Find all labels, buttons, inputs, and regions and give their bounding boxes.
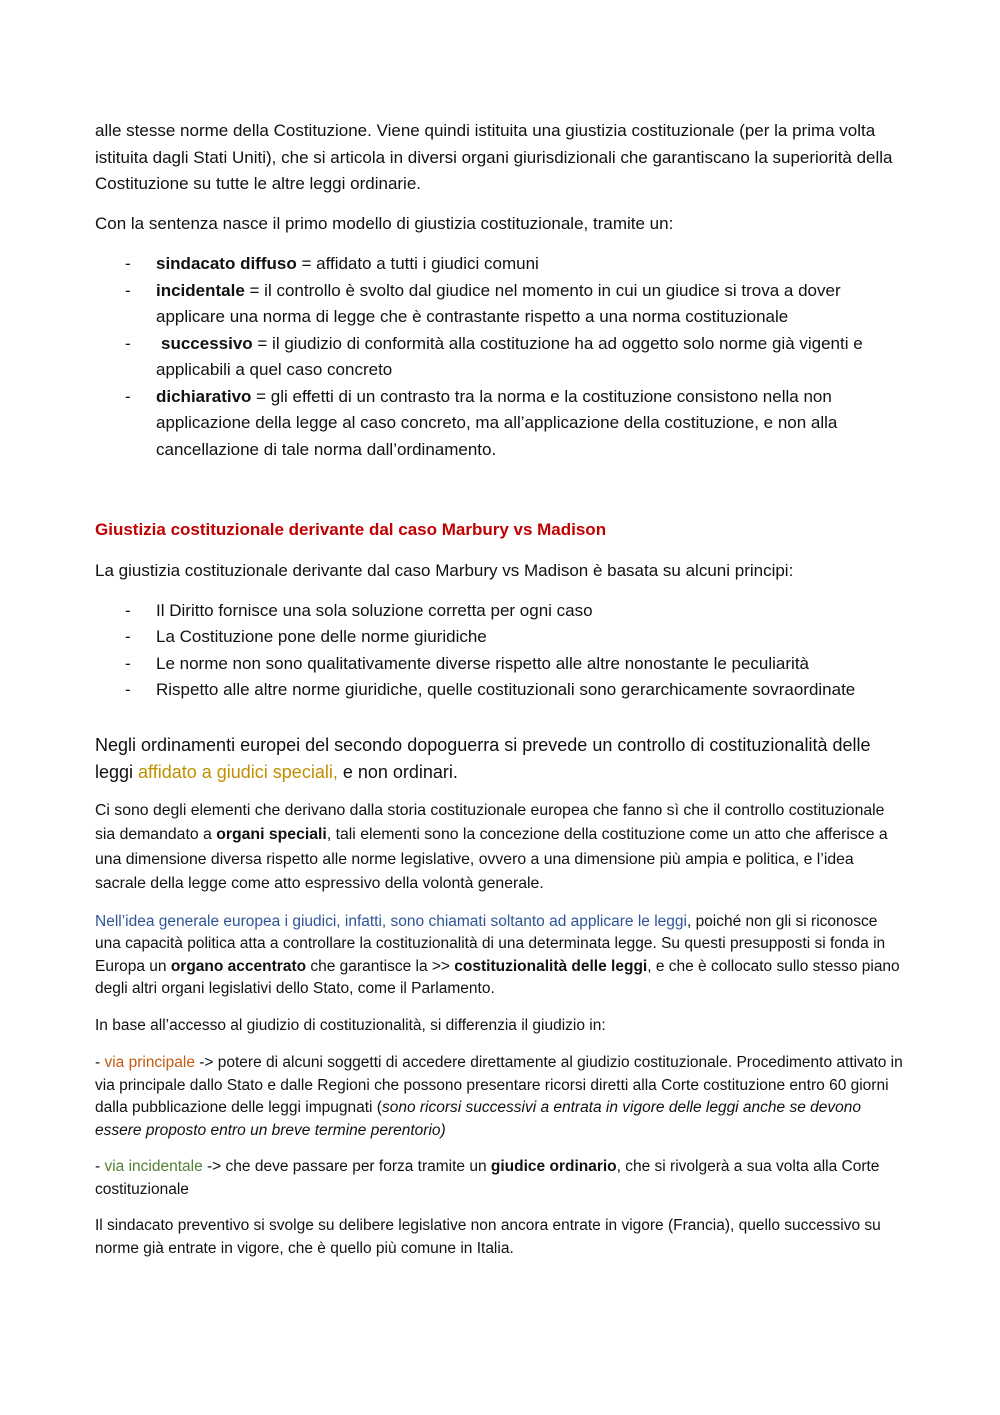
italic-text: sono ricorsi successivi a entrata in vigore delle leggi anche se devono essere proposto entro un breve termine perentorio) bbox=[95, 1099, 861, 1139]
section-intro-paragraph: La giustizia costituzionale derivante dal caso Marbury vs Madison è basata su alcuni principi: bbox=[95, 561, 794, 580]
paragraph-text: -> che deve passare per forza tramite un bbox=[202, 1158, 491, 1175]
list-item: - Rispetto alle altre norme giuridiche, quelle costituzionali sono gerarchicamente sovraordinate bbox=[95, 677, 907, 704]
list-item-term: incidentale bbox=[156, 280, 245, 300]
via-principale-paragraph bbox=[95, 1052, 907, 1142]
list-item bbox=[95, 251, 907, 278]
list-item: - Le norme non sono qualitativamente diverse rispetto alle altre nonostante le peculiarità bbox=[95, 651, 907, 678]
list-item-text: = affidato a tutti i giudici comuni bbox=[296, 254, 539, 273]
list-item bbox=[95, 278, 907, 331]
via-principale-label: via principale bbox=[104, 1054, 195, 1071]
paragraph-text: , poiché non gli si riconosce una capacità politica atta a controllare la costituzionalità di una determinata legge. Su questi presupposti si fonda in Europa un bbox=[95, 912, 886, 975]
model-list bbox=[95, 251, 907, 463]
principles-list bbox=[95, 598, 907, 704]
section-heading: Giustizia costituzionale derivante dal caso Marbury vs Madison bbox=[95, 520, 607, 539]
via-incidentale-label: via incidentale bbox=[104, 1158, 203, 1175]
europe-text: Negli ordinamenti europei del secondo dopoguerra si prevede un controllo di costituzionalità delle leggi bbox=[95, 734, 871, 782]
centralized-organ-paragraph bbox=[95, 911, 907, 1001]
europe-paragraph bbox=[95, 732, 907, 786]
paragraph-text: che garantisce la >> bbox=[306, 957, 455, 975]
paragraph-text: , che si rivolgerà a sua volta alla Corte costituzionale bbox=[95, 1158, 880, 1198]
paragraph-text: , e che è collocato sullo stesso piano degli altri organi legislativi dello Stato, come il Parlamento. bbox=[95, 957, 900, 997]
europe-text-end: e non ordinari. bbox=[337, 761, 458, 782]
bold-text: organi speciali bbox=[216, 826, 327, 843]
list-item-term: sindacato diffuso bbox=[156, 254, 297, 273]
dash-text: - bbox=[95, 1158, 105, 1175]
list-item bbox=[95, 331, 907, 384]
list-item-text: = gli effetti di un contrasto tra la norma e la costituzione consistono nella non applicazione della legge al caso concreto, ma all’applicazione della costituzione, e non alla cancellazione di tale norma dall’ordinamento. bbox=[156, 386, 838, 459]
intro-paragraph: alle stesse norme della Costituzione. Viene quindi istituita una giustizia costituzionale (per la prima volta istituita dagli Stati Uniti), che si articola in diversi organi giurisdizionali che garantiscano la superiorità della Costituzione su tutte le altre leggi ordinarie. bbox=[95, 121, 893, 193]
paragraph-text: -> potere di alcuni soggetti di accedere direttamente al giudizio costituzionale. Procedimento attivato in via principale dallo Stato e dalle Regioni che possono presentare ricorsi diretti alla Corte costituzione entro 60 giorni dalla pubblicazione delle leggi impugnati ( bbox=[95, 1054, 903, 1116]
list-item: - La Costituzione pone delle norme giuridiche bbox=[95, 624, 907, 651]
bold-text: organo accentrato bbox=[170, 957, 307, 975]
list-item-text: = il controllo è svolto dal giudice nel momento in cui un giudice si trova a dover applicare una norma di legge che è contrastante rispetto a una norma costituzionale bbox=[156, 280, 841, 326]
list-item-term: dichiarativo bbox=[156, 386, 252, 406]
closing-paragraph: Il sindacato preventivo si svolge su delibere legislative non ancora entrate in vigore (Francia), quello successivo su norme già entrate in vigore, che è quello più comune in Italia. bbox=[95, 1217, 881, 1257]
list-item-term: successivo bbox=[161, 333, 253, 353]
paragraph-text: , tali elementi sono la concezione della costituzione come un atto che afferisce a una dimensione diversa rispetto alle norme legislative, ovvero a una dimensione più ampia e politica, e l’idea sacrale della legge come atto espressivo della volontà generale. bbox=[95, 826, 888, 892]
list-item-text: = il giudizio di conformità alla costituzione ha ad oggetto solo norme già vigenti e applicabili a quel caso concreto bbox=[156, 333, 863, 379]
bold-text: giudice ordinario bbox=[490, 1158, 617, 1175]
paragraph-text: Ci sono degli elementi che derivano dalla storia costituzionale europea che fanno sì che il controllo costituzionale sia demandato a bbox=[95, 801, 885, 843]
bold-text: costituzionalità delle leggi bbox=[454, 957, 648, 975]
blue-text: Nell’idea generale europea i giudici, infatti, sono chiamati soltanto ad applicare le leggi bbox=[95, 912, 687, 930]
highlighted-text: affidato a giudici speciali, bbox=[138, 761, 338, 782]
access-intro-paragraph: In base all’accesso al giudizio di costituzionalità, si differenzia il giudizio in: bbox=[95, 1016, 606, 1034]
model-intro-paragraph: Con la sentenza nasce il primo modello di giustizia costituzionale, tramite un: bbox=[95, 213, 674, 233]
via-incidentale-paragraph bbox=[95, 1156, 907, 1201]
list-item bbox=[95, 384, 907, 464]
document-page bbox=[95, 118, 907, 1260]
list-item: - Il Diritto fornisce una sola soluzione corretta per ogni caso bbox=[95, 598, 907, 625]
dash-text: - bbox=[95, 1054, 105, 1071]
special-organs-paragraph bbox=[95, 799, 907, 897]
